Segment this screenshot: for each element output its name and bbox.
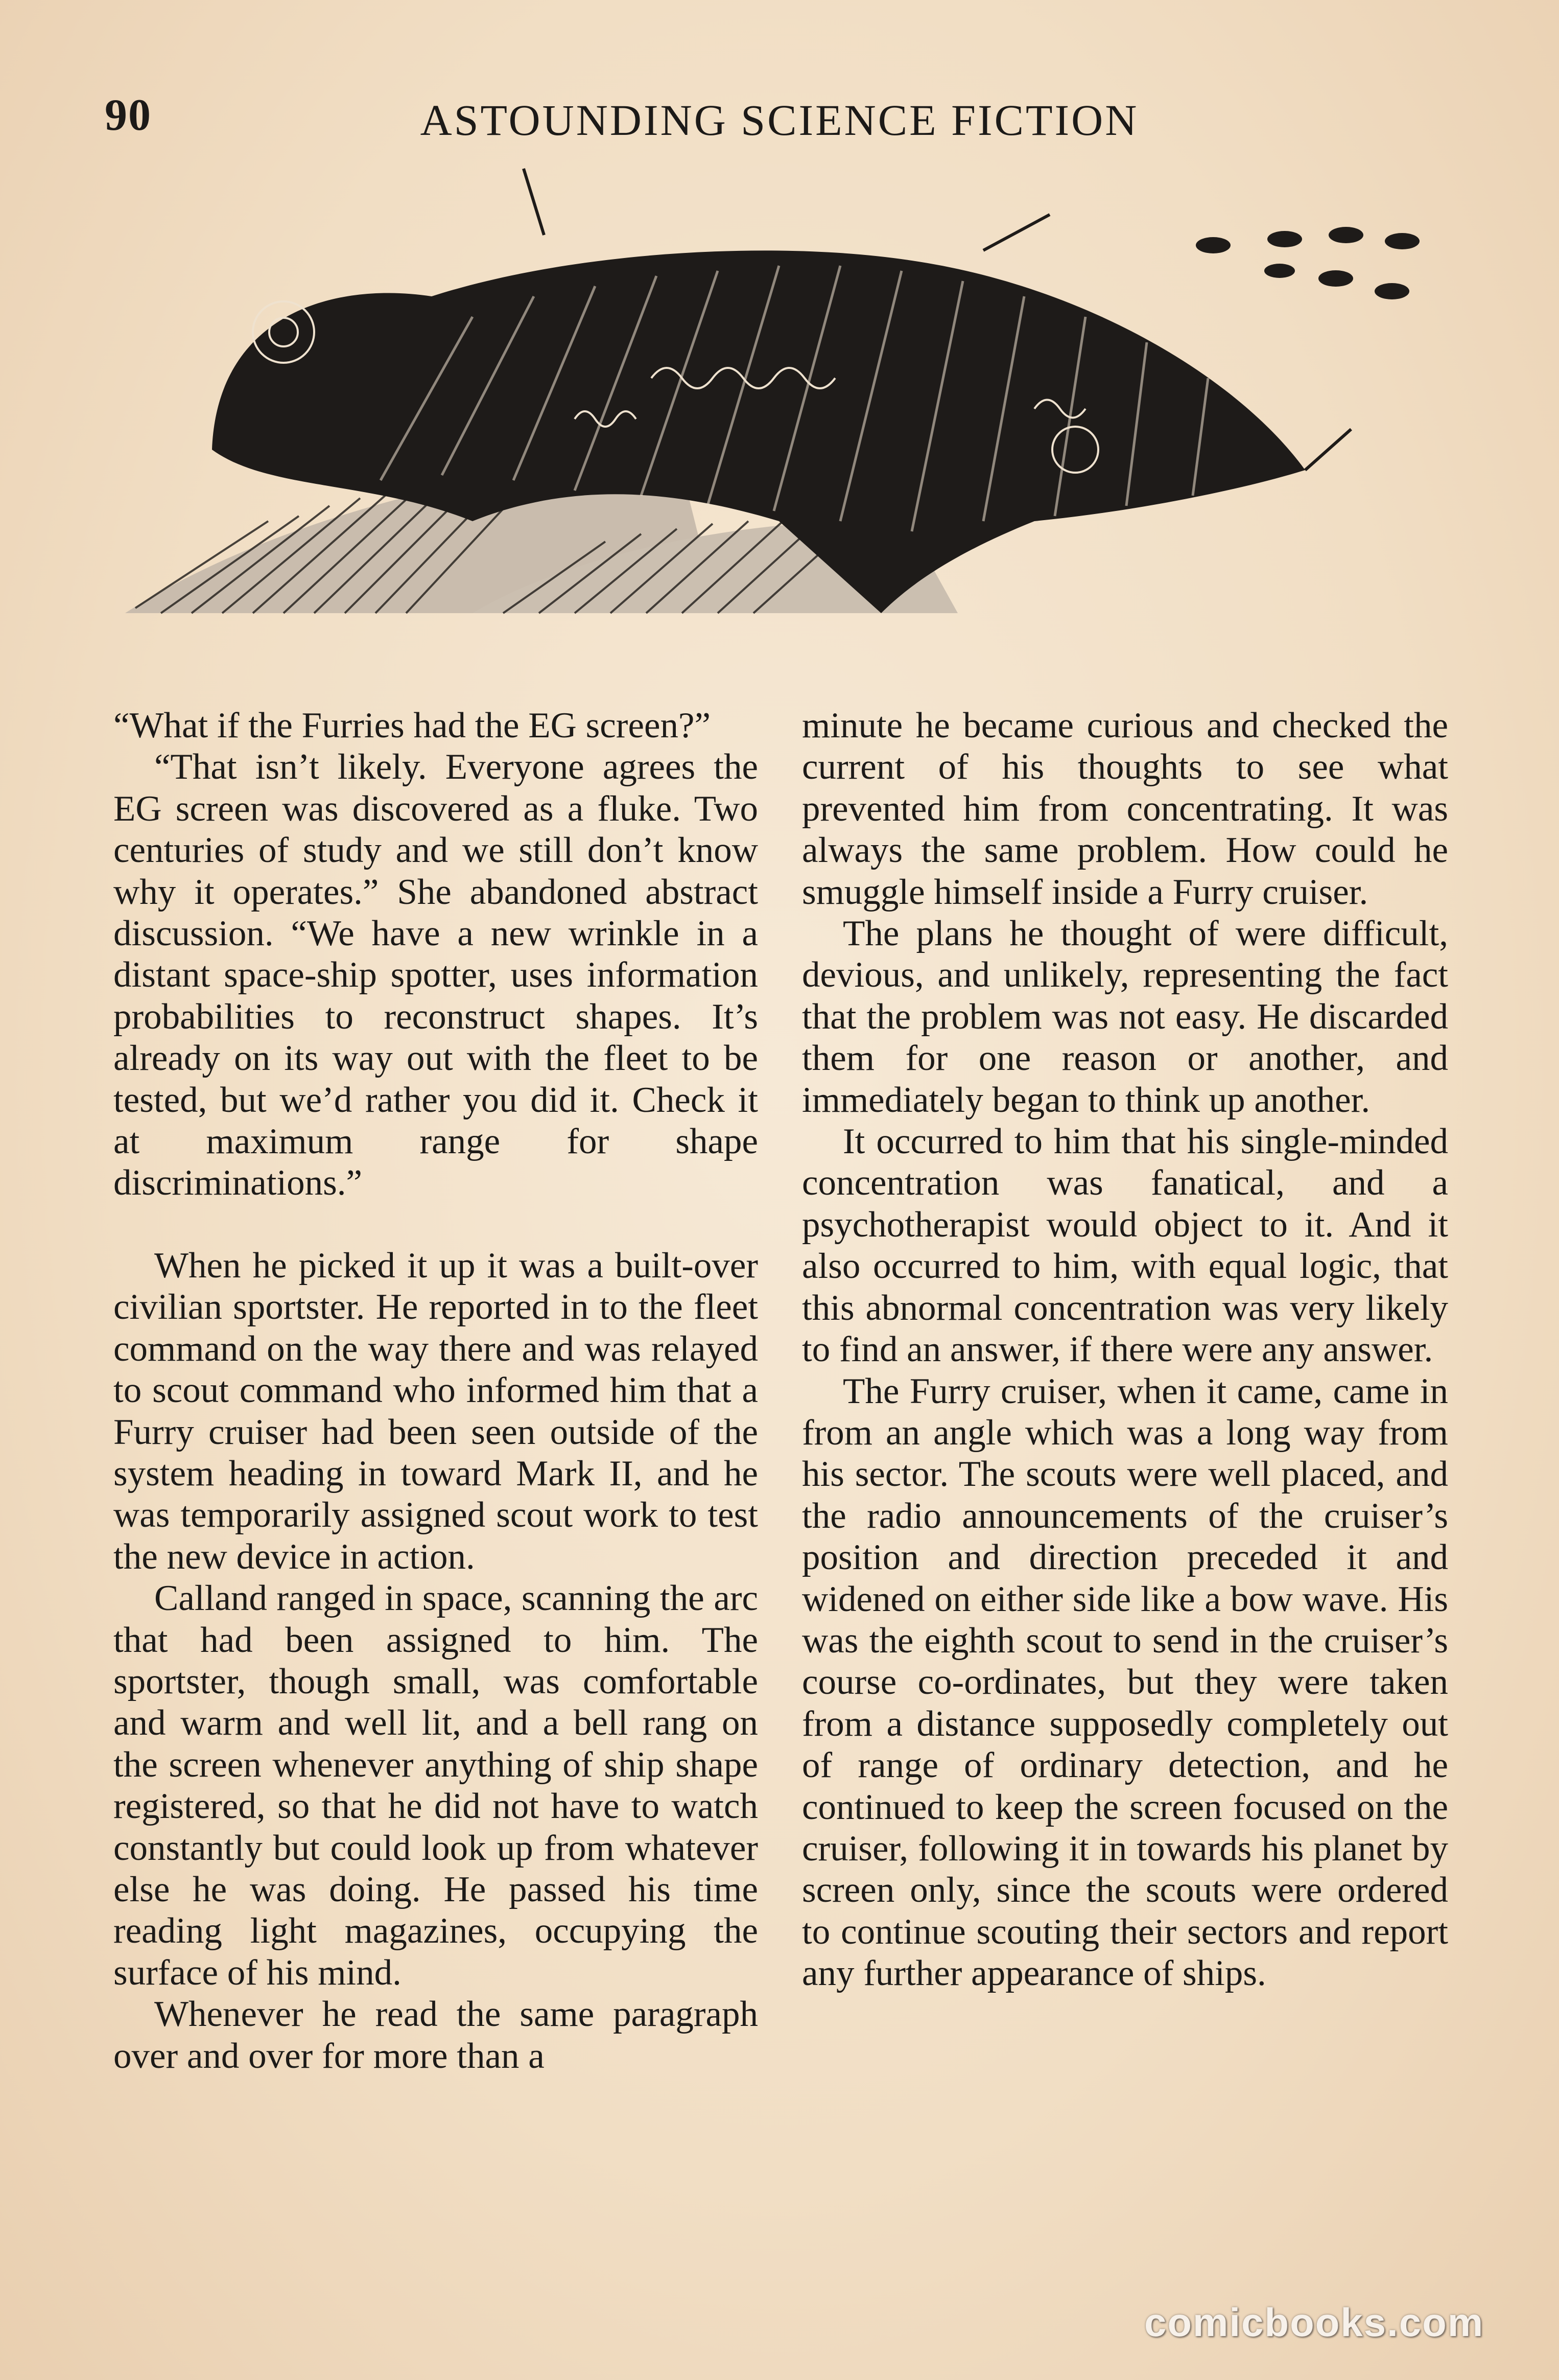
paragraph: When he picked it up it was a built-over civilian sportster. He reported in to the fleet command on the way there and was relayed to scout command who informed him that a Furry cruiser had been seen outside of the system heading in toward Mark II, and he was temporarily assigned scout work to test the new device in action. (113, 1245, 758, 1577)
paragraph: Calland ranged in space, scanning the arc that had been assigned to him. The sportster, though small, was comfortable and warm and well lit, and a bell rang on the screen whenever anything of ship shape registered, so that he did not have to watch constantly but could look up from whatever else he was doing. He passed his time reading light magazines, occupying the surface of his mind. (113, 1578, 758, 1993)
paragraph: The plans he thought of were difficult, devious, and unlikely, representing the fact that the problem was not easy. He discarded them for one reason or another, and immediately began to think up another. (802, 914, 1448, 1120)
page-number: 90 (105, 90, 152, 140)
watermark: comicbooks.com (1144, 2300, 1484, 2345)
left-column (113, 705, 758, 2077)
paragraph: minute he became curious and checked the current of his thoughts to see what prevented him from concentrating. It was always the same problem. How could he smuggle himself inside a Furry cruiser. (802, 706, 1448, 912)
paragraph: It occurred to him that his single-minded concentration was fanatical, and a psychotherapist would object to it. And it also occurred to him, with equal logic, that this abnormal concentration was very likely to find an answer, if there were any answer. (802, 1122, 1448, 1370)
paragraph: “That isn’t likely. Everyone agrees the EG screen was discovered as a fluke. Two centuries of study and we still don’t know why it operates.” She abandoned abstract discussion. “We have a new wrinkle in a distant space-ship spotter, uses information probabilities to reconstruct shapes. It’s already on its way out with the fleet to be tested, but we’d rather you did it. Check it at maximum range for shape discriminations.” (113, 747, 758, 1203)
running-head: ASTOUNDING SCIENCE FICTION (420, 96, 1139, 145)
spaceship-illustration (115, 164, 1453, 680)
right-column (802, 705, 1448, 1995)
paragraph: Whenever he read the same paragraph over and over for more than a (113, 1994, 758, 2076)
paragraph: “What if the Furries had the EG screen?” (113, 706, 711, 745)
paragraph: The Furry cruiser, when it came, came in from an angle which was a long way from his sector. The scouts were well placed, and the radio announcements of the cruiser’s position and direction preceded it and widened on either side like a bow wave. His was the eighth scout to send in the cruiser’s course co-ordinates, but they were taken from a distance supposedly completely out of range of ordinary detection, and he continued to keep the screen focused on the cruiser, following it in towards his planet by screen only, since the scouts were ordered to continue scouting their sectors and report any further appearance of ships. (802, 1371, 1448, 1994)
